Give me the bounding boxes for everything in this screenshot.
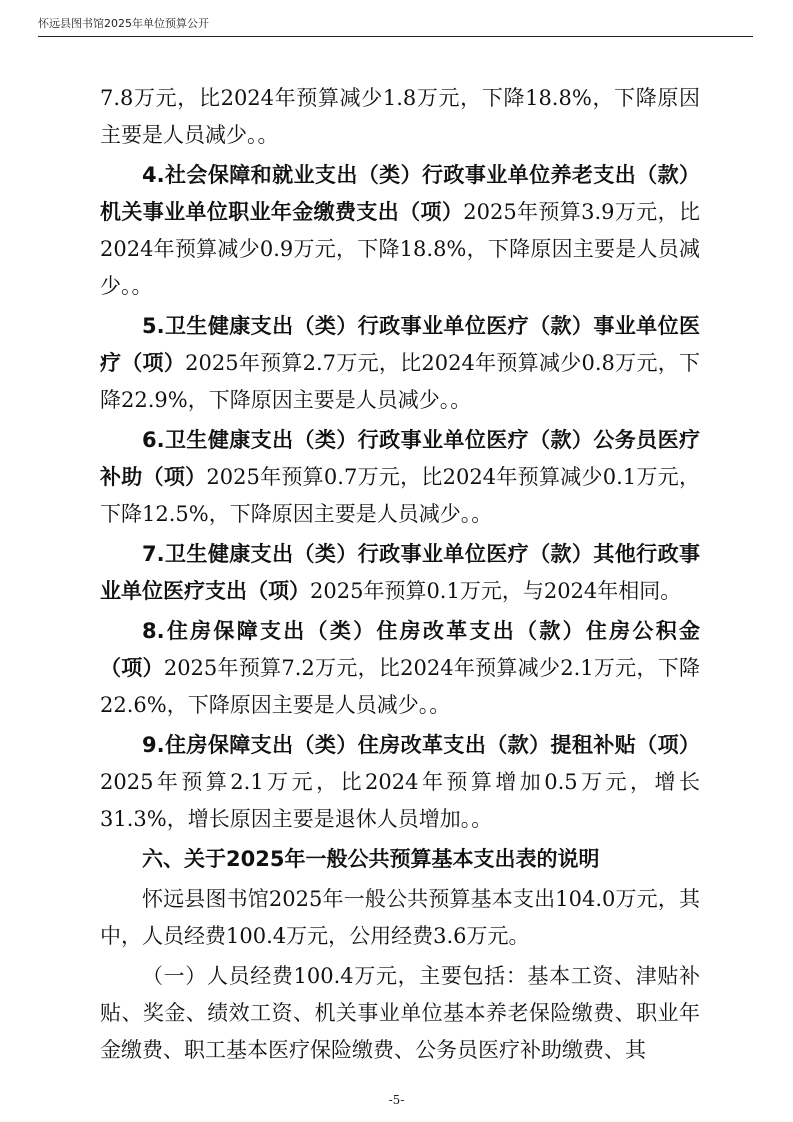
item-6-body: 2025年预算0.7万元，比2024年预算减少0.1万元，下降12.5%，下降原因主要是人员减少。。 <box>100 465 700 526</box>
section-6-title: 六、关于2025年一般公共预算基本支出表的说明 <box>142 847 600 871</box>
header-rule <box>38 36 753 37</box>
item-9-heading: 9.住房保障支出（类）住房改革支出（款）提租补贴（项） <box>142 733 700 757</box>
paragraph-item-5 <box>100 308 700 419</box>
section-6-personnel-expenses: （一）人员经费100.4万元，主要包括：基本工资、津贴补贴、奖金、绩效工资、机关事业单位基本养老保险缴费、职业年金缴费、职工基本医疗保险缴费、公务员医疗补助缴费、其 <box>100 964 700 1062</box>
item-7-body: 2025年预算0.1万元，与2024年相同。 <box>310 579 682 603</box>
running-header: 怀远县图书馆2025年单位预算公开 <box>38 17 209 30</box>
paragraph-continued: 7.8万元，比2024年预算减少1.8万元，下降18.8%，下降原因主要是人员减少。。 <box>100 86 700 147</box>
item-8-body: 2025年预算7.2万元，比2024年预算减少2.1万元，下降22.6%，下降原因主要是人员减少。。 <box>100 656 700 717</box>
paragraph-item-6 <box>100 422 700 533</box>
paragraph-item-4 <box>100 157 700 305</box>
document-body <box>100 80 700 1069</box>
item-5-body: 2025年预算2.7万元，比2024年预算减少0.8万元，下降22.9%，下降原因主要是人员减少。。 <box>100 351 701 412</box>
item-9-body: 2025年预算2.1万元，比2024年预算增加0.5万元，增长31.3%，增长原因主要是退休人员增加。。 <box>100 770 700 831</box>
item-8-heading: 8.住房保障支出（类）住房改革支出（款）住房公积金（项） <box>100 619 700 680</box>
section-6-summary: 怀远县图书馆2025年一般公共预算基本支出104.0万元，其中，人员经费100.4万元，公用经费3.6万元。 <box>100 887 700 948</box>
item-7-heading: 7.卫生健康支出（类）行政事业单位医疗（款）其他行政事业单位医疗支出（项） <box>100 542 700 603</box>
paragraph-item-7 <box>100 536 700 610</box>
paragraph-item-8 <box>100 613 700 724</box>
item-4-body: 2025年预算3.9万元，比2024年预算减少0.9万元，下降18.8%，下降原因主要是人员减少。。 <box>100 200 701 298</box>
item-6-heading: 6.卫生健康支出（类）行政事业单位医疗（款）公务员医疗补助（项） <box>100 428 700 489</box>
page-number: -5- <box>388 1093 405 1107</box>
paragraph-item-9 <box>100 727 700 838</box>
item-4-heading: 4.社会保障和就业支出（类）行政事业单位养老支出（款）机关事业单位职业年金缴费支出（项） <box>100 163 700 224</box>
item-5-heading: 5.卫生健康支出（类）行政事业单位医疗（款）事业单位医疗（项） <box>100 314 700 375</box>
